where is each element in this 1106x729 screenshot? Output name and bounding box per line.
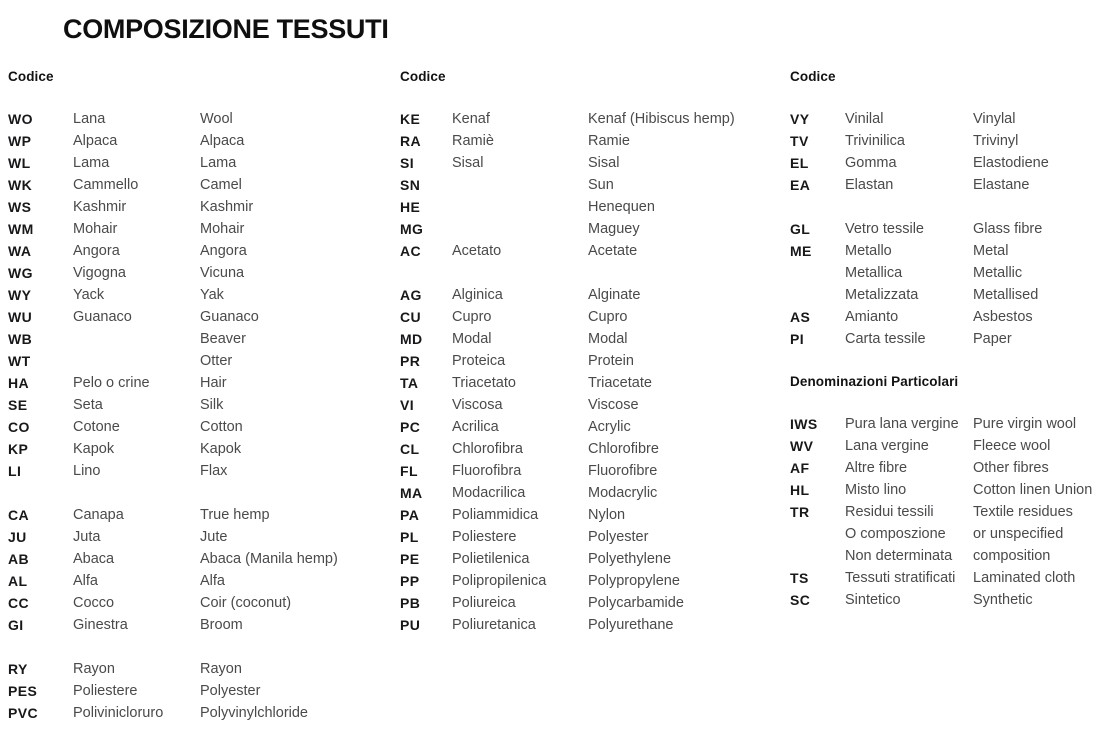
code-cell: LI [8, 463, 22, 479]
english-name-cell: Guanaco [200, 309, 259, 325]
section-header: Codice [8, 69, 54, 84]
code-cell [790, 262, 845, 284]
italian-name-cell: Vetro tessile [845, 221, 924, 237]
code-cell: HA [8, 375, 30, 391]
italian-name-cell: Polietilenica [452, 551, 530, 567]
english-name-cell: Protein [588, 353, 634, 369]
italian-name-cell: Seta [73, 397, 103, 413]
italian-name-cell: Polivinicloruro [73, 705, 164, 721]
italian-name-cell: Lana [73, 111, 106, 127]
table-row [400, 482, 784, 504]
table-row [8, 174, 394, 196]
table-row [8, 372, 394, 394]
table-row [8, 262, 394, 284]
code-cell: SI [400, 155, 415, 171]
code-cell: TS [790, 570, 809, 586]
italian-name-cell: Modacrilica [452, 485, 526, 501]
table-row [8, 702, 394, 724]
english-name-cell: Cotton [200, 419, 243, 435]
code-cell: WA [8, 243, 32, 259]
table-row [790, 435, 1104, 457]
italian-name-cell: Metallica [845, 265, 903, 281]
english-name-cell: Alginate [588, 287, 641, 303]
table-row [8, 350, 394, 372]
code-cell: SN [400, 177, 421, 193]
code-group [400, 284, 784, 636]
code-cell: HL [790, 482, 810, 498]
italian-name-cell: Poliestere [73, 683, 138, 699]
english-name-cell: or unspecified [973, 526, 1064, 542]
english-name-cell: Other fibres [973, 460, 1049, 476]
english-name-cell: Vicuna [200, 265, 245, 281]
code-cell [790, 545, 845, 567]
code-cell: AC [400, 243, 422, 259]
table-row [8, 152, 394, 174]
english-name-cell: Rayon [200, 661, 242, 677]
english-name-cell: Wool [200, 111, 233, 127]
table-row [790, 457, 1104, 479]
italian-name-cell: Ramiè [452, 133, 494, 149]
code-cell: PES [8, 683, 38, 699]
table-row [8, 108, 394, 130]
english-name-cell: Cupro [588, 309, 628, 325]
code-cell: CL [400, 441, 420, 457]
english-name-cell: Asbestos [973, 309, 1033, 325]
table-row [790, 240, 1104, 262]
table-row [8, 504, 394, 526]
table-row [8, 328, 394, 350]
italian-name-cell: Non determinata [845, 548, 953, 564]
english-name-cell: Elastodiene [973, 155, 1049, 171]
italian-name-cell: Poliuretanica [452, 617, 536, 633]
english-name-cell: Mohair [200, 221, 245, 237]
code-cell: KP [8, 441, 29, 457]
table-row [790, 174, 1104, 196]
table-row [790, 306, 1104, 328]
english-name-cell: Camel [200, 177, 242, 193]
table-row [400, 548, 784, 570]
code-cell: GL [790, 221, 811, 237]
code-cell: VY [790, 111, 810, 127]
section-header: Codice [400, 69, 446, 84]
code-cell: AB [8, 551, 30, 567]
table-row [400, 570, 784, 592]
code-cell: WP [8, 133, 32, 149]
italian-name-cell: Viscosa [452, 397, 503, 413]
english-name-cell: Acetate [588, 243, 638, 259]
italian-name-cell: Fluorofibra [452, 463, 522, 479]
english-name-cell: Kenaf (Hibiscus hemp) [588, 111, 735, 127]
english-name-cell: Nylon [588, 507, 626, 523]
english-name-cell: Otter [200, 353, 233, 369]
codes-column-1 [8, 67, 394, 724]
table-row [790, 545, 1104, 567]
italian-name-cell: Carta tessile [845, 331, 926, 347]
code-cell: VI [400, 397, 415, 413]
italian-name-cell: Trivinilica [845, 133, 905, 149]
table-row [400, 328, 784, 350]
english-name-cell: Laminated cloth [973, 570, 1076, 586]
english-name-cell: Polycarbamide [588, 595, 684, 611]
italian-name-cell: Pura lana vergine [845, 416, 959, 432]
table-row [790, 262, 1104, 284]
code-group [790, 413, 1104, 611]
italian-name-cell: Angora [73, 243, 120, 259]
code-cell: IWS [790, 416, 818, 432]
table-row [8, 196, 394, 218]
english-name-cell: Alpaca [200, 133, 245, 149]
english-name-cell: Synthetic [973, 592, 1033, 608]
italian-name-cell: Kashmir [73, 199, 127, 215]
code-cell: WL [8, 155, 31, 171]
code-cell: WB [8, 331, 33, 347]
english-name-cell: Coir (coconut) [200, 595, 292, 611]
english-name-cell: Trivinyl [973, 133, 1019, 149]
code-cell: TV [790, 133, 809, 149]
page-title: COMPOSIZIONE TESSUTI [63, 14, 389, 44]
table-row [790, 152, 1104, 174]
code-cell: KE [400, 111, 421, 127]
code-cell: SC [790, 592, 811, 608]
english-name-cell: Kashmir [200, 199, 254, 215]
code-cell: WG [8, 265, 33, 281]
italian-name-cell: Lana vergine [845, 438, 929, 454]
table-row [790, 130, 1104, 152]
english-name-cell: composition [973, 548, 1051, 564]
english-name-cell: Silk [200, 397, 224, 413]
table-row [790, 523, 1104, 545]
code-cell [790, 523, 845, 545]
english-name-cell: Vinylal [973, 111, 1016, 127]
code-group [8, 658, 394, 724]
code-cell: EA [790, 177, 811, 193]
english-name-cell: Triacetate [588, 375, 652, 391]
english-name-cell: Polypropylene [588, 573, 680, 589]
english-name-cell: Hair [200, 375, 227, 391]
italian-name-cell: Poliureica [452, 595, 516, 611]
code-section [400, 67, 784, 636]
italian-name-cell: Guanaco [73, 309, 132, 325]
code-section [790, 372, 1104, 611]
italian-name-cell: Triacetato [452, 375, 516, 391]
english-name-cell: Pure virgin wool [973, 416, 1077, 432]
table-row [400, 416, 784, 438]
code-cell: PVC [8, 705, 38, 721]
italian-name-cell: Gomma [845, 155, 897, 171]
code-section [790, 67, 1104, 350]
italian-name-cell [452, 174, 588, 196]
english-name-cell: Modal [588, 331, 628, 347]
english-name-cell: Metal [973, 243, 1009, 259]
table-row [400, 174, 784, 196]
english-name-cell: Abaca (Manila hemp) [200, 551, 338, 567]
table-row [400, 218, 784, 240]
table-row [8, 614, 394, 636]
code-cell: CO [8, 419, 30, 435]
table-row [790, 328, 1104, 350]
english-name-cell: Cotton linen Union [973, 482, 1093, 498]
english-name-cell: Glass fibre [973, 221, 1043, 237]
table-row [400, 526, 784, 548]
italian-name-cell: Canapa [73, 507, 124, 523]
code-cell: PC [400, 419, 421, 435]
code-cell: TR [790, 504, 810, 520]
english-name-cell: Acrylic [588, 419, 631, 435]
english-name-cell: Polyurethane [588, 617, 674, 633]
table-row [400, 372, 784, 394]
italian-name-cell: Lama [73, 155, 110, 171]
table-row [400, 460, 784, 482]
table-row [8, 680, 394, 702]
table-row [400, 196, 784, 218]
code-cell: MD [400, 331, 423, 347]
codes-column-3 [790, 67, 1104, 611]
italian-name-cell: Kenaf [452, 111, 490, 127]
code-cell: WV [790, 438, 814, 454]
italian-name-cell: Pelo o crine [73, 375, 150, 391]
codes-column-2 [400, 67, 784, 636]
table-row [8, 658, 394, 680]
code-cell: JU [8, 529, 27, 545]
code-cell: MG [400, 221, 424, 237]
code-cell: ME [790, 243, 812, 259]
table-row [8, 130, 394, 152]
code-cell: AS [790, 309, 811, 325]
code-cell: AL [8, 573, 28, 589]
english-name-cell: Sun [588, 177, 614, 193]
english-name-cell: Metallic [973, 265, 1023, 281]
table-row [8, 240, 394, 262]
italian-name-cell [73, 328, 200, 350]
table-row [790, 589, 1104, 611]
code-cell: PU [400, 617, 421, 633]
code-cell: RY [8, 661, 28, 677]
english-name-cell: Modacrylic [588, 485, 658, 501]
italian-name-cell: Tessuti stratificati [845, 570, 956, 586]
italian-name-cell: Alpaca [73, 133, 118, 149]
code-cell: TA [400, 375, 419, 391]
table-row [400, 350, 784, 372]
code-cell: CC [8, 595, 30, 611]
english-name-cell: Lama [200, 155, 237, 171]
section-header: Codice [790, 69, 836, 84]
code-cell: WT [8, 353, 31, 369]
table-row [790, 108, 1104, 130]
italian-name-cell: Vigogna [73, 265, 126, 281]
italian-name-cell: Vinilal [845, 111, 884, 127]
italian-name-cell: Rayon [73, 661, 115, 677]
italian-name-cell: Abaca [73, 551, 115, 567]
code-cell: WU [8, 309, 33, 325]
code-cell: PE [400, 551, 420, 567]
english-name-cell: Chlorofibre [588, 441, 659, 457]
italian-name-cell: Juta [73, 529, 101, 545]
english-name-cell: Beaver [200, 331, 246, 347]
table-row [790, 218, 1104, 240]
english-name-cell: Maguey [588, 221, 640, 237]
code-group [790, 218, 1104, 350]
code-cell: PB [400, 595, 421, 611]
italian-name-cell [452, 218, 588, 240]
table-row [400, 130, 784, 152]
italian-name-cell: Kapok [73, 441, 115, 457]
italian-name-cell: Cammello [73, 177, 139, 193]
table-row [400, 592, 784, 614]
code-section [8, 67, 394, 724]
italian-name-cell: Yack [73, 287, 105, 303]
english-name-cell: Angora [200, 243, 247, 259]
english-name-cell: Textile residues [973, 504, 1073, 520]
table-row [8, 394, 394, 416]
table-row [400, 108, 784, 130]
english-name-cell: Metallised [973, 287, 1039, 303]
table-row [790, 413, 1104, 435]
code-cell: GI [8, 617, 24, 633]
code-cell: RA [400, 133, 422, 149]
code-cell [790, 284, 845, 306]
italian-name-cell: Mohair [73, 221, 118, 237]
italian-name-cell: Residui tessili [845, 504, 934, 520]
english-name-cell: Henequen [588, 199, 655, 215]
english-name-cell: Sisal [588, 155, 620, 171]
table-row [400, 438, 784, 460]
italian-name-cell: Lino [73, 463, 101, 479]
code-group [8, 504, 394, 636]
italian-name-cell: Cotone [73, 419, 120, 435]
english-name-cell: Polyethylene [588, 551, 672, 567]
table-row [8, 284, 394, 306]
italian-name-cell [452, 196, 588, 218]
table-row [8, 526, 394, 548]
code-cell: PI [790, 331, 805, 347]
table-row [400, 152, 784, 174]
english-name-cell: True hemp [200, 507, 270, 523]
code-cell: PA [400, 507, 420, 523]
italian-name-cell: Sintetico [845, 592, 901, 608]
italian-name-cell: Modal [452, 331, 492, 347]
english-name-cell: Kapok [200, 441, 242, 457]
table-row [400, 284, 784, 306]
english-name-cell: Alfa [200, 573, 225, 589]
table-row [400, 614, 784, 636]
code-cell: CA [8, 507, 30, 523]
english-name-cell: Polyester [200, 683, 261, 699]
code-cell: SE [8, 397, 28, 413]
table-row [8, 416, 394, 438]
italian-name-cell: Altre fibre [845, 460, 908, 476]
table-row [790, 567, 1104, 589]
code-cell: WM [8, 221, 34, 237]
italian-name-cell: Metallo [845, 243, 892, 259]
italian-name-cell: Chlorofibra [452, 441, 523, 457]
italian-name-cell: Acrilica [452, 419, 499, 435]
english-name-cell: Paper [973, 331, 1012, 347]
code-cell: FL [400, 463, 418, 479]
italian-name-cell: O composzione [845, 526, 946, 542]
italian-name-cell [73, 350, 200, 372]
table-row [790, 501, 1104, 523]
code-cell: AF [790, 460, 810, 476]
table-row [8, 548, 394, 570]
english-name-cell: Viscose [588, 397, 639, 413]
italian-name-cell: Misto lino [845, 482, 907, 498]
table-row [790, 479, 1104, 501]
code-group [8, 108, 394, 482]
english-name-cell: Elastane [973, 177, 1030, 193]
table-row [8, 592, 394, 614]
english-name-cell: Polyester [588, 529, 649, 545]
code-cell: EL [790, 155, 809, 171]
english-name-cell: Flax [200, 463, 228, 479]
italian-name-cell: Sisal [452, 155, 484, 171]
table-row [400, 306, 784, 328]
code-cell: PR [400, 353, 421, 369]
code-cell: CU [400, 309, 422, 325]
english-name-cell: Fluorofibre [588, 463, 658, 479]
italian-name-cell: Alfa [73, 573, 98, 589]
italian-name-cell: Poliestere [452, 529, 517, 545]
code-group [400, 108, 784, 262]
table-row [400, 394, 784, 416]
table-row [8, 460, 394, 482]
code-cell: WS [8, 199, 32, 215]
italian-name-cell: Polipropilenica [452, 573, 547, 589]
table-row [400, 240, 784, 262]
code-cell: PL [400, 529, 419, 545]
code-cell: WY [8, 287, 32, 303]
italian-name-cell: Cupro [452, 309, 492, 325]
code-cell: PP [400, 573, 420, 589]
italian-name-cell: Elastan [845, 177, 894, 193]
italian-name-cell: Proteica [452, 353, 506, 369]
table-row [8, 570, 394, 592]
table-row [8, 438, 394, 460]
italian-name-cell: Acetato [452, 243, 502, 259]
english-name-cell: Fleece wool [973, 438, 1051, 454]
table-row [400, 504, 784, 526]
code-cell: WO [8, 111, 33, 127]
code-cell: AG [400, 287, 422, 303]
italian-name-cell: Ginestra [73, 617, 128, 633]
code-group [790, 108, 1104, 196]
english-name-cell: Ramie [588, 133, 630, 149]
english-name-cell: Jute [200, 529, 228, 545]
italian-name-cell: Metalizzata [845, 287, 919, 303]
italian-name-cell: Amianto [845, 309, 899, 325]
table-row [8, 218, 394, 240]
code-cell: MA [400, 485, 423, 501]
table-row [790, 284, 1104, 306]
italian-name-cell: Poliammidica [452, 507, 539, 523]
section-header: Denominazioni Particolari [790, 374, 959, 389]
english-name-cell: Broom [200, 617, 243, 633]
code-cell: WK [8, 177, 33, 193]
table-row [8, 306, 394, 328]
italian-name-cell: Alginica [452, 287, 503, 303]
code-cell: HE [400, 199, 421, 215]
italian-name-cell: Cocco [73, 595, 115, 611]
english-name-cell: Polyvinylchloride [200, 705, 308, 721]
english-name-cell: Yak [200, 287, 224, 303]
